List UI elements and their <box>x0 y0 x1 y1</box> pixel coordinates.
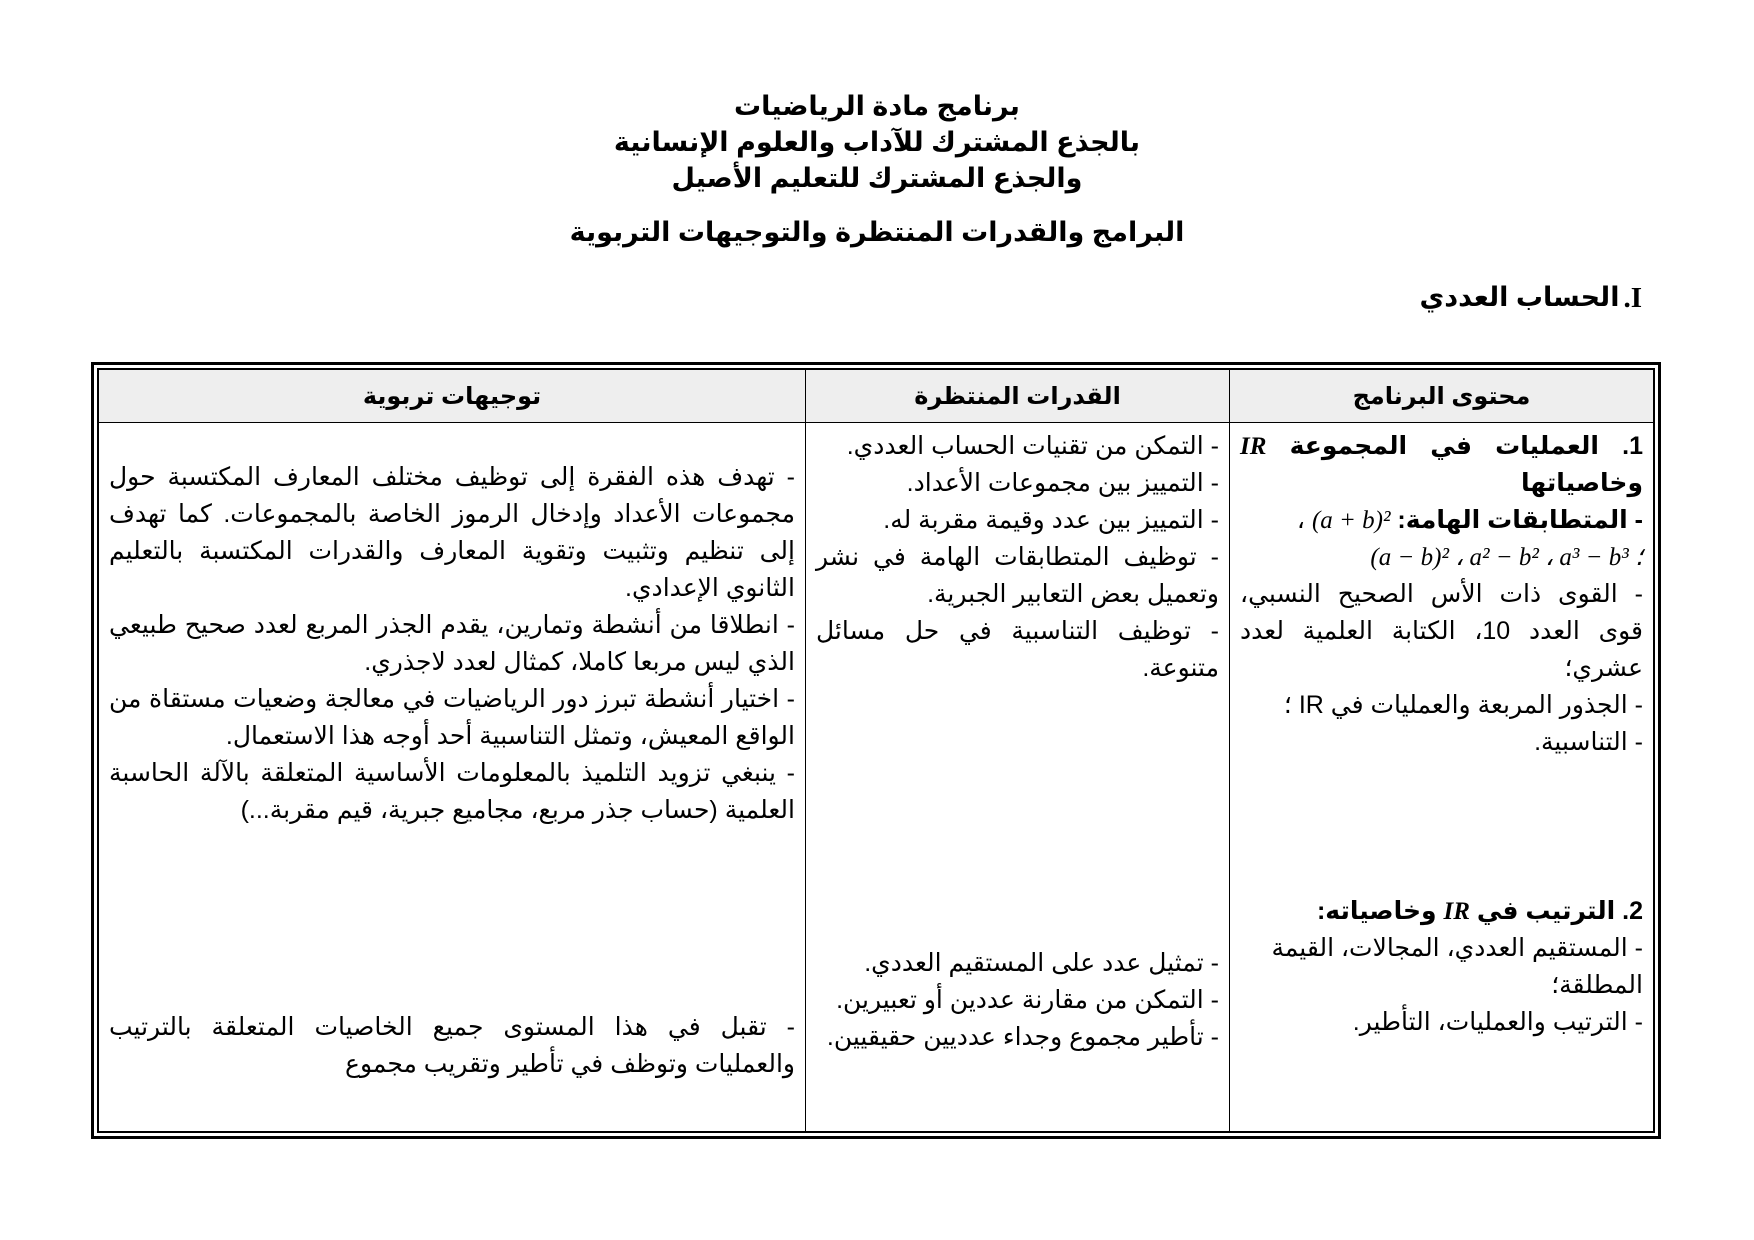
ability-item: - التمكن من مقارنة عددين أو تعبيرين. <box>836 986 1219 1014</box>
ability-item: - التمييز بين مجموعات الأعداد. <box>906 469 1219 497</box>
document-header <box>0 88 1754 250</box>
guidance-item: - انطلاقا من أنشطة وتمارين، يقدم الجذر المربع لعدد صحيح طبيعي الذي ليس مربعا كاملا، كمثال لعدد لاجذري. <box>109 611 795 676</box>
title-line-4: البرامج والقدرات المنتظرة والتوجيهات التربوية <box>569 217 1185 247</box>
section-heading <box>1420 282 1642 315</box>
guidance-cell <box>99 423 806 1132</box>
content-cell <box>1230 423 1654 1132</box>
guidance-item: - تهدف هذه الفقرة إلى توظيف مختلف المعارف المكتسبة حول مجموعات الأعداد وإدخال الرموز الخاصة بالمجموعات. كما تهدف إلى تنظيم وتثبيت وتقوية المعارف والقدرات المكتسبة بالتعليم الثانوي الإعدادي. <box>109 463 795 602</box>
header-abilities: القدرات المنتظرة <box>806 370 1230 423</box>
identities-line-2: (a − b)² ، a² − b² ، a³ − b³ ؛ <box>1370 544 1643 571</box>
table-header-row <box>99 370 1654 423</box>
identities-line: - المتطابقات الهامة: (a + b)² ، <box>1296 506 1643 534</box>
content-2-item-1: - المستقيم العددي، المجالات، القيمة المطلقة؛ <box>1271 934 1643 999</box>
guidance-part1 <box>99 423 805 829</box>
ability-item: - توظيف التناسبية في حل مسائل متنوعة. <box>816 617 1219 682</box>
title-line-1: برنامج مادة الرياضيات <box>734 91 1020 121</box>
abilities-part1 <box>806 423 1229 687</box>
content-heading-2-pre: 2. الترتيب في <box>1469 897 1643 925</box>
header-content: محتوى البرنامج <box>1230 370 1654 423</box>
guidance-item: - اختيار أنشطة تبرز دور الرياضيات في معالجة وضعيات مستقاة من الواقع المعيش، وتمثل التناسبية أحد أوجه هذا الاستعمال. <box>109 685 795 750</box>
content-part1 <box>1230 423 1653 761</box>
table-row <box>99 423 1654 1132</box>
content-2-item-2: - الترتيب والعمليات، التأطير. <box>1352 1008 1643 1036</box>
guidance-item: - تقبل في هذا المستوى جميع الخاصيات المتعلقة بالترتيب والعمليات وتوظف في تأطير وتقريب مجموع <box>109 1013 795 1078</box>
content-heading-1-set: IR <box>1240 433 1267 460</box>
content-heading-1-post: وخاصياتها <box>1521 469 1643 497</box>
header-guidance: توجيهات تربوية <box>99 370 806 423</box>
ability-item: - التمييز بين عدد وقيمة مقربة له. <box>883 506 1219 534</box>
content-heading-2-post: وخاصياته: <box>1316 897 1444 925</box>
title-line-2: بالجذع المشترك للآداب والعلوم الإنسانية <box>613 127 1141 157</box>
ability-item: - توظيف المتطابقات الهامة في نشر وتعميل بعض التعابير الجبرية. <box>816 543 1219 608</box>
abilities-part2 <box>816 945 1219 1056</box>
content-item-2: - الجذور المربعة والعمليات في IR ؛ <box>1283 691 1643 719</box>
content-heading-1-pre: 1. العمليات في المجموعة <box>1266 432 1643 460</box>
content-heading-2 <box>1240 893 1643 930</box>
guidance-item: - ينبغي تزويد التلميذ بالمعلومات الأساسية المتعلقة بالآلة الحاسبة العلمية (حساب جذر مربع، مجاميع جبرية، قيم مقربة...) <box>109 759 795 824</box>
title-line-3: والجذع المشترك للتعليم الأصيل <box>671 163 1083 193</box>
ability-item: - تأطير مجموع وجداء عدديين حقيقيين. <box>826 1023 1219 1051</box>
program-table-inner-frame <box>97 368 1655 1133</box>
identity-1: (a + b)² <box>1311 507 1391 534</box>
ability-item: - تمثيل عدد على المستقيم العددي. <box>864 949 1219 977</box>
content-item-1: - القوى ذات الأس الصحيح النسبي، قوى العدد 10، الكتابة العلمية لعدد عشري؛ <box>1240 580 1643 682</box>
identities-label: - المتطابقات الهامة: <box>1397 506 1643 534</box>
ability-item: - التمكن من تقنيات الحساب العددي. <box>846 432 1219 460</box>
program-table-frame <box>91 362 1661 1139</box>
abilities-cell <box>806 423 1230 1132</box>
section-number: I. <box>1623 282 1642 314</box>
content-heading-1 <box>1240 428 1643 502</box>
content-heading-2-set: IR <box>1443 898 1470 925</box>
content-item-3: - التناسبية. <box>1534 728 1643 756</box>
program-table <box>98 369 1654 1132</box>
section-title: الحساب العددي <box>1419 282 1620 312</box>
guidance-part2 <box>109 1009 795 1083</box>
content-part2 <box>1240 893 1643 1041</box>
